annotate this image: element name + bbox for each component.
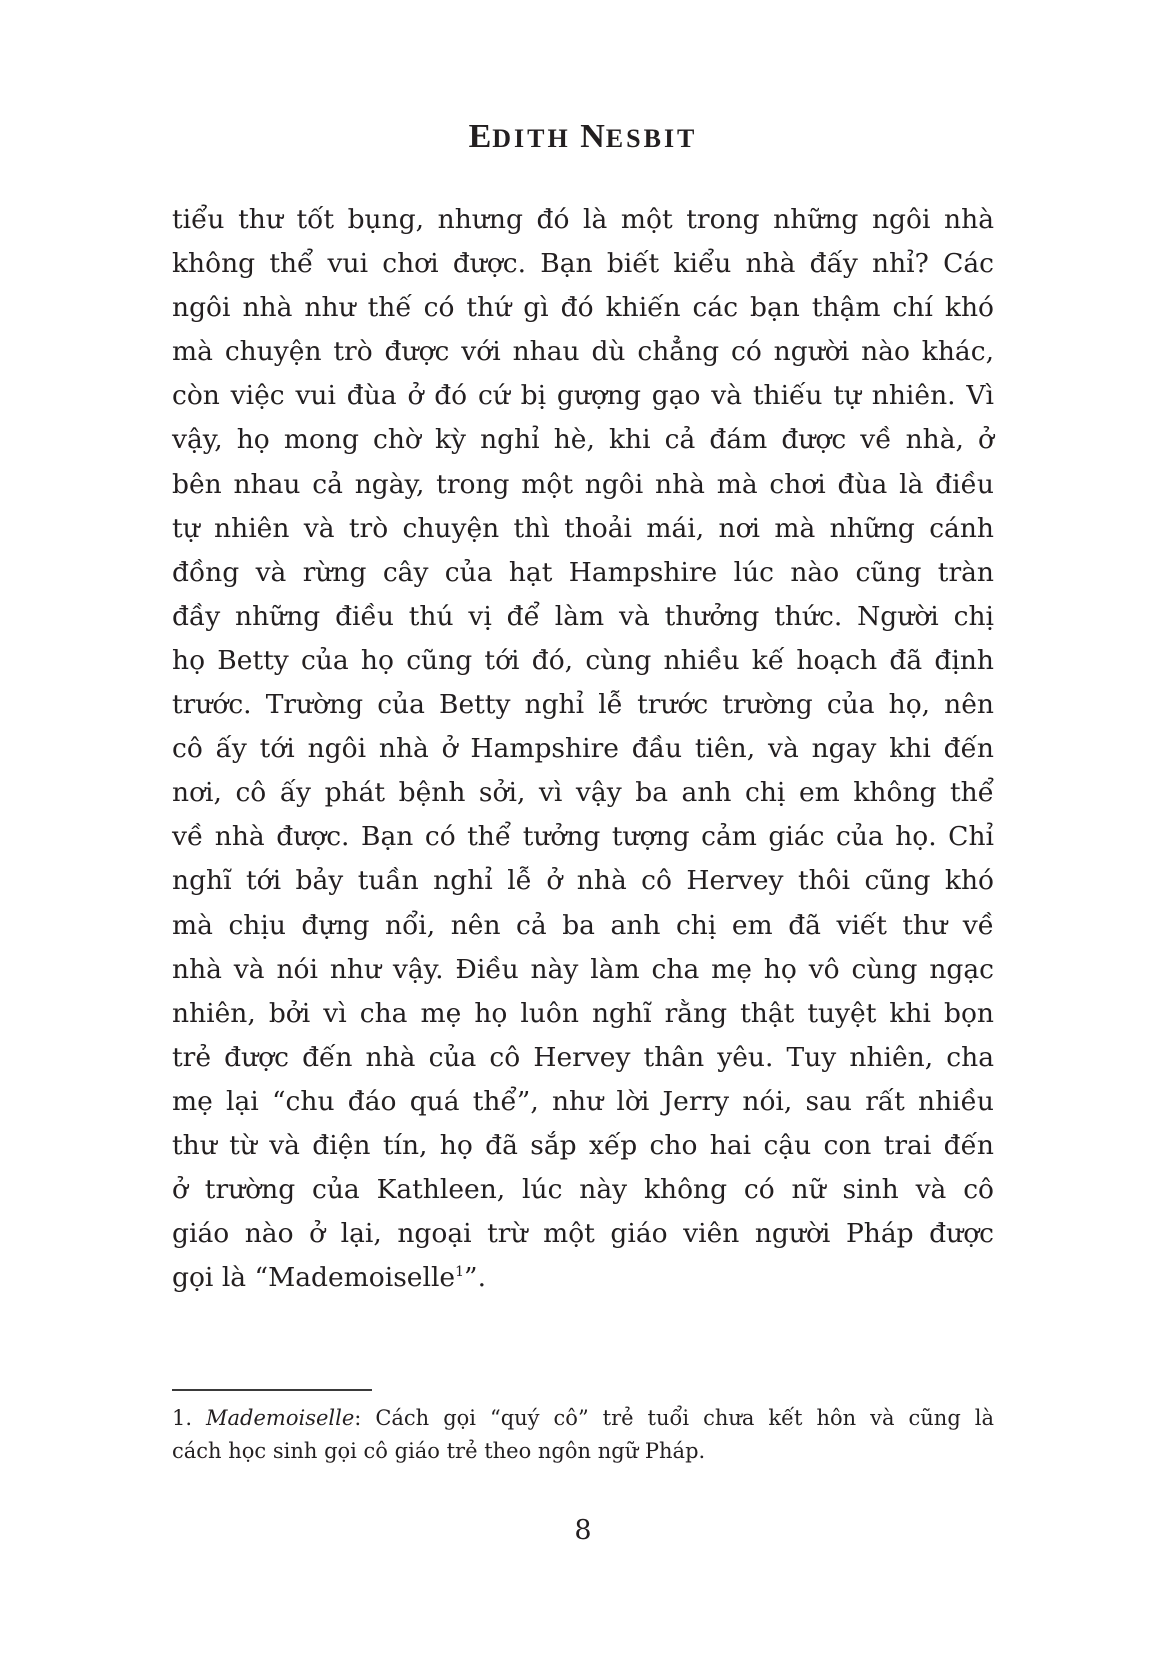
body-line: vậy, họ mong chờ kỳ nghỉ hè, khi cả đám được về nhà, ở bbox=[172, 424, 994, 456]
author-first-initial: E bbox=[468, 118, 493, 155]
author-last-rest: ESBIT bbox=[605, 124, 698, 153]
body-line: thư từ và điện tín, họ đã sắp xếp cho hai cậu con trai đến bbox=[172, 1129, 994, 1161]
last-line-text: gọi là “Mademoiselle bbox=[172, 1262, 456, 1294]
body-line: bên nhau cả ngày, trong một ngôi nhà mà chơi đùa là điều bbox=[172, 468, 994, 500]
footnote-definition: : Cách gọi “quý cô” trẻ tuổi chưa kết hôn và cũng là bbox=[354, 1406, 994, 1430]
body-line: còn việc vui đùa ở đó cứ bị gượng gạo và thiếu tự nhiên. Vì bbox=[172, 380, 994, 412]
page-number: 8 bbox=[574, 1515, 592, 1546]
body-line: ở trường của Kathleen, lúc này không có nữ sinh và cô bbox=[172, 1174, 994, 1206]
footnote bbox=[172, 1402, 994, 1468]
footnote-separator bbox=[172, 1389, 372, 1391]
body-paragraph bbox=[172, 198, 994, 1300]
footnote-reference[interactable]: 1 bbox=[455, 1264, 465, 1281]
footnote-term: Mademoiselle bbox=[206, 1406, 355, 1430]
body-line: trẻ được đến nhà của cô Hervey thân yêu. Tuy nhiên, cha bbox=[172, 1041, 994, 1073]
footnote-number: 1. bbox=[172, 1406, 207, 1430]
body-line: mà chịu đựng nổi, nên cả ba anh chị em đã viết thư về bbox=[172, 909, 994, 941]
body-line: họ Betty của họ cũng tới đó, cùng nhiều kế hoạch đã định bbox=[172, 644, 994, 676]
body-line: giáo nào ở lại, ngoại trừ một giáo viên người Pháp được bbox=[172, 1218, 994, 1250]
body-line: đồng và rừng cây của hạt Hampshire lúc nào cũng tràn bbox=[172, 556, 994, 588]
body-line: tự nhiên và trò chuyện thì thoải mái, nơi mà những cánh bbox=[172, 512, 994, 544]
body-line: nơi, cô ấy phát bệnh sởi, vì vậy ba anh chị em không thể bbox=[172, 777, 994, 809]
body-line: cô ấy tới ngôi nhà ở Hampshire đầu tiên, và ngay khi đến bbox=[172, 733, 994, 765]
body-line: đầy những điều thú vị để làm và thưởng thức. Người chị bbox=[172, 600, 994, 632]
author-last-initial: N bbox=[580, 118, 606, 155]
body-line: tiểu thư tốt bụng, nhưng đó là một trong những ngôi nhà bbox=[172, 204, 994, 235]
body-line: mẹ lại “chu đáo quá thể”, như lời Jerry nói, sau rất nhiều bbox=[172, 1085, 994, 1117]
last-line-suffix: ”. bbox=[464, 1262, 487, 1294]
running-header-author bbox=[0, 118, 1166, 156]
body-line: nhà và nói như vậy. Điều này làm cha mẹ họ vô cùng ngạc bbox=[172, 953, 994, 985]
footnote-line bbox=[172, 1402, 994, 1435]
body-line-last bbox=[172, 1256, 994, 1300]
body-line: mà chuyện trò được với nhau dù chẳng có người nào khác, bbox=[172, 336, 994, 368]
body-line: ngôi nhà như thế có thứ gì đó khiến các bạn thậm chí khó bbox=[172, 292, 994, 324]
body-line: không thể vui chơi được. Bạn biết kiểu nhà đấy nhỉ? Các bbox=[172, 248, 994, 280]
body-line: nhiên, bởi vì cha mẹ họ luôn nghĩ rằng thật tuyệt khi bọn bbox=[172, 997, 994, 1029]
body-line: trước. Trường của Betty nghỉ lễ trước trường của họ, nên bbox=[172, 689, 994, 721]
body-line: nghĩ tới bảy tuần nghỉ lễ ở nhà cô Hervey thôi cũng khó bbox=[172, 865, 994, 897]
author-first-rest: DITH bbox=[492, 124, 571, 153]
footnote-line: cách học sinh gọi cô giáo trẻ theo ngôn ngữ Pháp. bbox=[172, 1439, 706, 1463]
body-line: về nhà được. Bạn có thể tưởng tượng cảm giác của họ. Chỉ bbox=[172, 821, 994, 853]
